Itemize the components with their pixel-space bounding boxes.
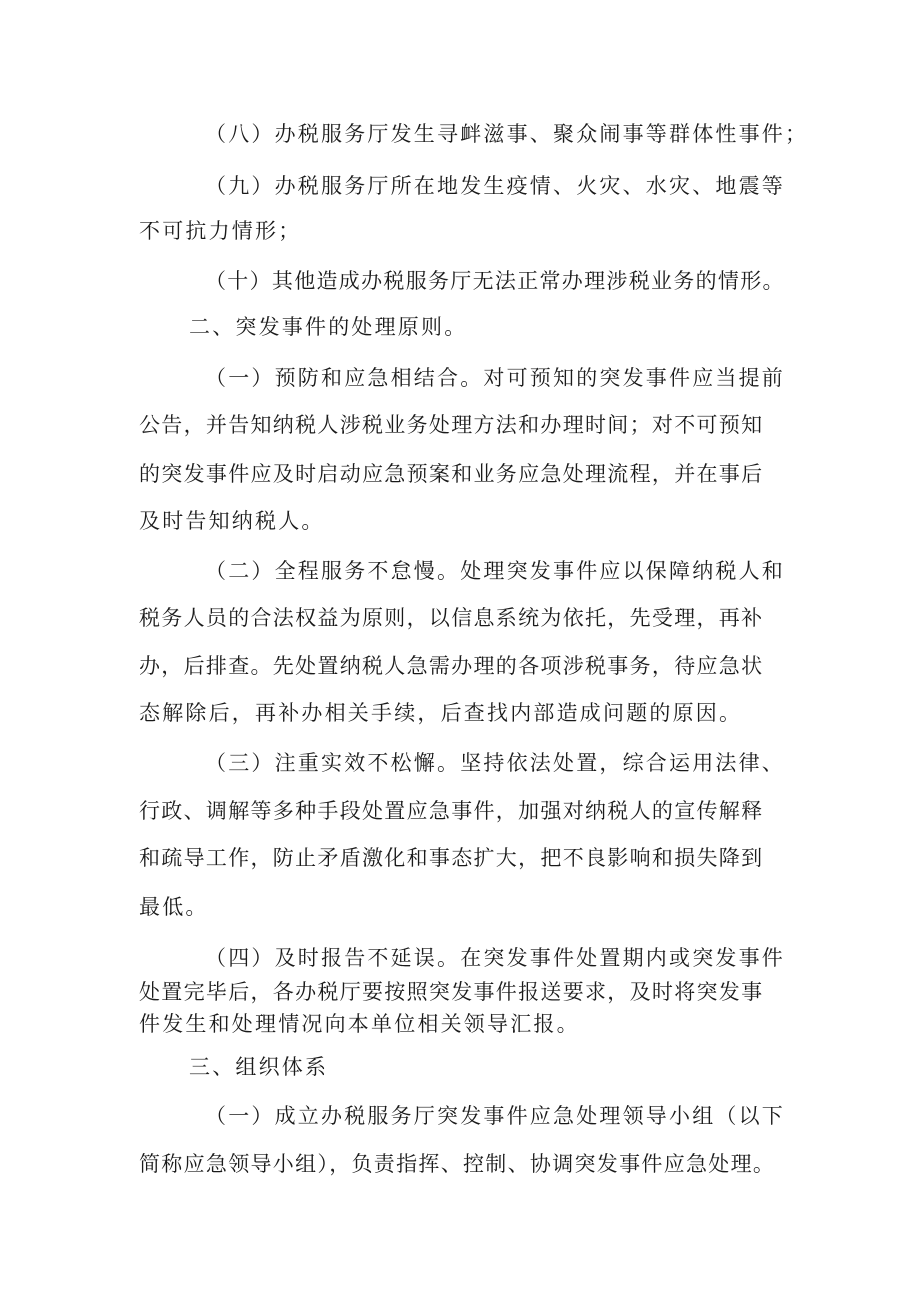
paragraph-line: （八）办税服务厅发生寻衅滋事、聚众闹事等群体性事件； xyxy=(205,122,809,146)
paragraph-line: （二）全程服务不怠慢。处理突发事件应以保障纳税人和 xyxy=(205,559,785,583)
paragraph-line: 及时告知纳税人。 xyxy=(139,509,325,533)
paragraph-line: 态解除后，再补办相关手续，后查找内部造成问题的原因。 xyxy=(139,701,743,725)
paragraph-line: 公告，并告知纳税人涉税业务处理方法和办理时间；对不可预知 xyxy=(139,413,764,437)
paragraph-line: 行政、调解等多种手段处置应急事件，加强对纳税人的宣传解释 xyxy=(139,799,764,823)
paragraph-line: 和疏导工作，防止矛盾激化和事态扩大，把不良影响和损失降到 xyxy=(139,846,764,870)
paragraph-line: 处置完毕后，各办税厅要按照突发事件报送要求，及时将突发事 xyxy=(139,980,764,1004)
paragraph-line: （四）及时报告不延误。在突发事件处置期内或突发事件 xyxy=(205,946,785,970)
paragraph-line: 税务人员的合法权益为原则，以信息系统为依托，先受理，再补 xyxy=(139,606,764,630)
paragraph-line: 件发生和处理情况向本单位相关领导汇报。 xyxy=(139,1012,580,1036)
paragraph-line: （三）注重实效不松懈。坚持依法处置，综合运用法律、 xyxy=(205,751,785,775)
paragraph-line: 不可抗力情形； xyxy=(139,219,302,243)
paragraph-line: 最低。 xyxy=(139,895,209,919)
paragraph-line: 的突发事件应及时启动应急预案和业务应急处理流程，并在事后 xyxy=(139,462,764,486)
paragraph-line: （九）办税服务厅所在地发生疫情、火灾、水灾、地震等 xyxy=(205,174,785,198)
paragraph-line: （十）其他造成办税服务厅无法正常办理涉税业务的情形。 xyxy=(205,269,785,293)
paragraph-line: （一）预防和应急相结合。对可预知的突发事件应当提前 xyxy=(205,366,785,390)
paragraph-line: （一）成立办税服务厅突发事件应急处理领导小组（以下 xyxy=(205,1104,785,1128)
section-heading: 三、组织体系 xyxy=(189,1055,329,1079)
section-heading: 二、突发事件的处理原则。 xyxy=(189,315,468,339)
paragraph-line: 简称应急领导小组），负责指挥、控制、协调突发事件应急处理。 xyxy=(139,1152,776,1176)
paragraph-line: 办，后排查。先处置纳税人急需办理的各项涉税事务，待应急状 xyxy=(139,654,764,678)
